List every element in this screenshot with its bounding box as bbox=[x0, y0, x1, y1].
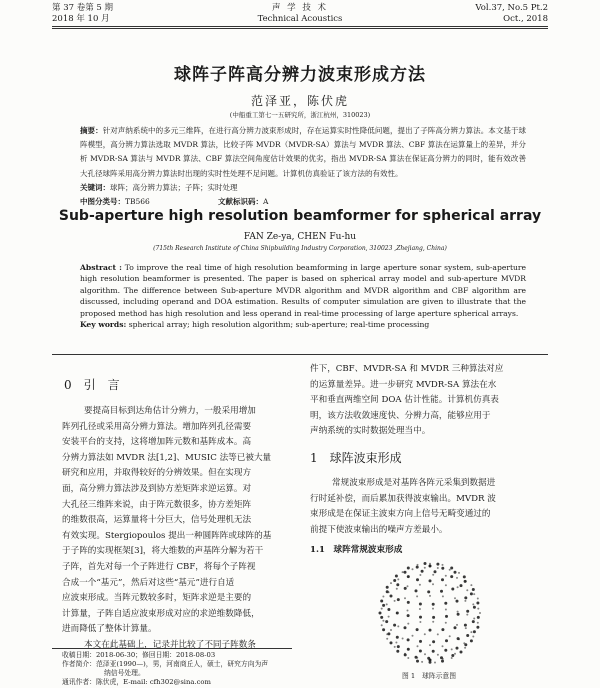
array-element-dot bbox=[457, 613, 460, 616]
array-element-dot bbox=[429, 579, 432, 582]
array-element-dot bbox=[473, 630, 476, 633]
array-element-dot bbox=[466, 589, 468, 591]
array-element-dot bbox=[450, 575, 453, 578]
array-element-dot bbox=[381, 624, 383, 626]
para-line: 进而降低了整体计算量。 bbox=[62, 624, 157, 635]
array-element-dot bbox=[454, 571, 457, 574]
header-rule bbox=[52, 26, 548, 27]
para-line: 大孔径三维阵来说，由于阵元数很多，协方差矩阵 bbox=[62, 499, 252, 510]
array-element-dot bbox=[464, 600, 466, 602]
array-element-dot bbox=[386, 586, 389, 589]
para-line: 的维数很高，运算量将十分巨大，信号处理机无法 bbox=[62, 515, 252, 526]
footnote-received: 收稿日期：2018-06-30；修回日期：2018-08-03 bbox=[62, 651, 216, 659]
array-element-dot bbox=[416, 595, 418, 597]
array-element-dot bbox=[444, 602, 447, 605]
array-element-dot bbox=[396, 588, 398, 590]
array-element-dot bbox=[444, 649, 447, 652]
array-element-dot bbox=[386, 638, 388, 640]
array-element-dot bbox=[464, 580, 467, 583]
page-title-cn: 球阵子阵高分辨力波束形成方法 bbox=[174, 65, 426, 85]
array-element-dot bbox=[416, 660, 419, 663]
clc-value: TB566 bbox=[125, 197, 150, 206]
array-element-dot bbox=[466, 610, 469, 613]
array-element-dot bbox=[477, 608, 479, 610]
array-element-dot bbox=[424, 633, 426, 635]
array-element-dot bbox=[432, 650, 435, 653]
para-line: 计算量，子阵自适应波束形成对应的求逆维数降低， bbox=[62, 608, 260, 619]
array-element-dot bbox=[429, 644, 431, 646]
array-element-dot bbox=[407, 614, 410, 617]
array-element-dot bbox=[441, 660, 444, 663]
array-element-dot bbox=[458, 572, 460, 574]
array-element-dot bbox=[397, 645, 400, 648]
array-element-dot bbox=[441, 567, 444, 570]
array-element-dot bbox=[396, 636, 399, 639]
array-element-dot bbox=[451, 588, 454, 591]
array-element-dot bbox=[404, 587, 407, 590]
para-line: 明，该方法收敛速度快、分辨力高，能够应用于 bbox=[310, 410, 491, 421]
keywords-en-label: Key words: bbox=[80, 320, 127, 330]
array-element-dot bbox=[464, 643, 467, 646]
para-line: 行时延补偿，而后累加获得波束输出。MVDR 波 bbox=[310, 493, 496, 504]
array-element-dot bbox=[432, 574, 434, 576]
array-element-dot bbox=[454, 597, 456, 599]
array-element-dot bbox=[424, 567, 426, 569]
array-element-dot bbox=[396, 583, 399, 586]
array-element-dot bbox=[477, 598, 479, 600]
array-element-dot bbox=[419, 650, 422, 653]
array-element-dot bbox=[432, 608, 434, 610]
array-element-dot bbox=[432, 621, 434, 623]
array-element-dot bbox=[404, 571, 407, 574]
section-beamforming-body bbox=[310, 476, 548, 538]
journal-name-en: Technical Acoustics bbox=[257, 14, 343, 24]
array-element-dot bbox=[437, 633, 439, 635]
array-element-dot bbox=[379, 612, 382, 615]
array-element-dot bbox=[429, 595, 431, 597]
array-element-dot bbox=[429, 629, 432, 632]
array-element-dot bbox=[432, 616, 435, 619]
array-element-dot bbox=[415, 589, 418, 592]
abstract-en-label: Abstract : bbox=[80, 263, 122, 272]
array-element-dot bbox=[407, 638, 410, 641]
array-element-dot bbox=[445, 575, 447, 577]
para-line: 声纳系统的实时数据处理当中。 bbox=[310, 426, 431, 437]
array-element-dot bbox=[387, 608, 390, 611]
array-element-dot bbox=[419, 608, 421, 610]
array-element-dot bbox=[440, 590, 443, 593]
array-element-dot bbox=[472, 636, 474, 638]
array-element-dot bbox=[396, 612, 399, 615]
subsection-heading: 1.1 球阵常规波束形成 bbox=[310, 545, 403, 555]
array-element-dot bbox=[382, 596, 384, 598]
array-element-dot bbox=[432, 640, 435, 643]
array-element-dot bbox=[450, 567, 453, 570]
array-element-dot bbox=[387, 632, 390, 635]
array-element-dot bbox=[479, 612, 481, 614]
array-element-dot bbox=[397, 578, 399, 580]
array-element-dot bbox=[466, 634, 469, 637]
array-element-dot bbox=[407, 610, 409, 612]
journal-volume-en: Vol.37, No.5 Pt.2 bbox=[475, 3, 548, 13]
array-element-dot bbox=[442, 564, 444, 566]
para-line: 面，高分辨力算法涉及到协方差矩阵求逆运算。对 bbox=[62, 483, 252, 494]
array-element-dot bbox=[417, 564, 419, 566]
clc-number bbox=[80, 196, 150, 207]
page-title-en: Sub-aperture high resolution beamformer for spherical array bbox=[58, 208, 542, 224]
array-element-dot bbox=[404, 597, 406, 599]
array-element-dot bbox=[460, 584, 463, 587]
array-element-dot bbox=[402, 638, 404, 640]
array-element-dot bbox=[470, 592, 473, 595]
clc-label: 中图分类号： bbox=[80, 197, 125, 206]
array-element-dot bbox=[445, 639, 448, 642]
array-element-dot bbox=[390, 582, 392, 584]
array-element-dot bbox=[440, 656, 443, 659]
para-line: 阵列孔径或采用高分辨力算法。增加阵列孔径需要 bbox=[62, 421, 252, 432]
array-element-dot bbox=[390, 641, 393, 644]
array-element-dot bbox=[419, 640, 422, 643]
array-element-dot bbox=[472, 603, 474, 605]
array-element-dot bbox=[407, 623, 409, 625]
affiliation-en: (715th Research Institute of China Shipbuilding Industry Corporation, 310023 ,Zhejiang, China) bbox=[153, 245, 447, 252]
array-element-dot bbox=[473, 618, 475, 620]
para-line: 平和垂直两维空间 DOA 估计性能。计算机仿真表 bbox=[310, 395, 499, 406]
footnote-corresponding: 通讯作者：陈伏虎，E-mail: cfh302@sina.com bbox=[62, 678, 211, 686]
footnote-author: 作者简介：范泽亚(1990—)，男，河南商丘人，硕士，研究方向为声 bbox=[62, 660, 269, 668]
para-line: 有效实现。Stergiopoulos 提出一种圆阵阵或球阵的基 bbox=[62, 530, 272, 541]
doc-code-value: A bbox=[263, 197, 269, 206]
affiliation-cn: (中船重工第七一五研究所，浙江杭州，310023) bbox=[229, 111, 371, 119]
array-element-dot bbox=[381, 608, 383, 610]
para-line: 的运算量差异。进一步研究 MVDR-SA 算法在水 bbox=[310, 379, 497, 390]
array-element-dot bbox=[404, 626, 407, 629]
array-element-dot bbox=[465, 627, 467, 629]
footnote-rule bbox=[52, 648, 292, 649]
array-element-dot bbox=[477, 622, 479, 624]
array-element-dot bbox=[476, 602, 479, 605]
array-element-dot bbox=[449, 635, 451, 637]
array-element-dot bbox=[470, 639, 473, 642]
array-element-dot bbox=[412, 568, 414, 570]
array-element-dot bbox=[419, 584, 421, 586]
abstract-en bbox=[80, 262, 526, 330]
para-line: 件下，CBF、MVDR-SA 和 MVDR 三种算法对应 bbox=[310, 364, 504, 374]
array-element-dot bbox=[454, 653, 456, 655]
array-element-dot bbox=[394, 600, 396, 602]
array-element-dot bbox=[396, 650, 399, 653]
array-element-dot bbox=[424, 562, 427, 565]
intro-continuation bbox=[310, 362, 548, 440]
array-element-dot bbox=[432, 603, 435, 606]
array-element-dot bbox=[437, 654, 439, 656]
array-element-dot bbox=[386, 603, 388, 605]
array-element-dot bbox=[407, 585, 409, 587]
array-element-dot bbox=[473, 593, 475, 595]
array-element-dot bbox=[380, 616, 383, 619]
array-pole-dot bbox=[429, 659, 432, 662]
array-element-dot bbox=[407, 657, 409, 659]
array-element-dot bbox=[407, 601, 410, 604]
keywords-cn-text: 球阵；高分辨力算法；子阵；实时处理 bbox=[110, 183, 238, 192]
array-element-dot bbox=[436, 563, 439, 566]
para-line: 分辨力算法如 MVDR 法[1,2]、MUSIC 法等已被大量 bbox=[62, 452, 272, 463]
para-line: 子阵，首先对每一个子阵进行 CBF，将每个子阵视 bbox=[62, 561, 256, 572]
array-element-dot bbox=[394, 646, 396, 648]
array-element-dot bbox=[395, 575, 398, 578]
array-element-dot bbox=[470, 584, 472, 586]
array-element-dot bbox=[421, 570, 424, 573]
section-heading-beamforming: 1 球阵波束形成 bbox=[310, 451, 402, 465]
array-element-dot bbox=[457, 586, 459, 588]
array-element-dot bbox=[470, 631, 472, 633]
array-element-dot bbox=[390, 595, 393, 598]
authors-cn: 范泽亚，陈伏虎 bbox=[250, 94, 349, 108]
abstract-cn-label: 摘要： bbox=[80, 126, 103, 135]
array-element-dot bbox=[457, 611, 459, 613]
array-element-dot bbox=[404, 653, 407, 656]
journal-date-en: Oct., 2018 bbox=[503, 14, 548, 24]
abstract-en-text: To improve the real time of high resolution beamforming in large aperture sonar system, sub-aperture high resolution beamformer is presented. The paper is based on spherical array model and sub-aperture MVDR algorithm. The difference between Sub-aperture MVDR algorithm and MVDR algorithm and CBF algorithm are discussed, including operand and DOA estimation. Results of computer simulation are given to illustrate that the proposed method has high resolution and less operand in real-time processing of large aperture spherical arrays. bbox=[80, 263, 527, 318]
array-pole-dot bbox=[429, 565, 432, 568]
journal-volume: 第 37 卷第 5 期 bbox=[52, 3, 114, 13]
array-element-dot bbox=[451, 657, 453, 659]
array-element-dot bbox=[407, 567, 410, 570]
array-element-dot bbox=[417, 645, 419, 647]
array-element-dot bbox=[412, 635, 414, 637]
para-line: 于子阵的实现框架[3]，将大维数的声基阵分解为若干 bbox=[62, 546, 264, 557]
array-element-dot bbox=[473, 606, 476, 609]
array-element-dot bbox=[451, 654, 454, 657]
authors-en: FAN Ze-ya, CHEN Fu-hu bbox=[243, 232, 357, 242]
para-line: 要提高目标到达角估计分辨力，一般采用增加 bbox=[84, 406, 256, 416]
array-element-dot bbox=[477, 616, 480, 619]
array-element-dot bbox=[441, 628, 444, 631]
array-element-dot bbox=[380, 600, 383, 603]
array-element-dot bbox=[445, 584, 447, 586]
para-line: 研究和应用，并取得较好的分辨效果。但在实现方 bbox=[62, 468, 252, 479]
abstract-divider bbox=[52, 354, 548, 355]
array-element-dot bbox=[472, 620, 475, 623]
array-element-dot bbox=[464, 647, 466, 649]
para-line: 合成一个“基元”，然后对这些“基元”进行自适 bbox=[62, 577, 235, 588]
keywords-cn bbox=[80, 182, 238, 193]
array-element-dot bbox=[464, 596, 467, 599]
para-line: 常规波束形成是对基阵各阵元采集到数据进 bbox=[332, 478, 496, 488]
header-rule-2 bbox=[52, 28, 548, 29]
array-element-dot bbox=[463, 575, 466, 578]
array-element-dot bbox=[382, 620, 384, 622]
array-element-dot bbox=[407, 648, 410, 651]
array-element-dot bbox=[460, 651, 463, 654]
array-element-dot bbox=[437, 567, 439, 569]
array-element-dot bbox=[442, 645, 444, 647]
array-element-dot bbox=[407, 575, 410, 578]
journal-date: 2018 年 10 月 bbox=[52, 14, 110, 24]
array-element-dot bbox=[386, 590, 389, 593]
array-element-dot bbox=[434, 662, 436, 664]
array-element-dot bbox=[397, 625, 399, 627]
array-element-dot bbox=[393, 579, 396, 582]
array-element-dot bbox=[419, 603, 422, 606]
array-element-dot bbox=[432, 583, 434, 585]
doc-code-label: 文献标识码： bbox=[218, 197, 263, 206]
array-element-dot bbox=[466, 614, 468, 616]
journal-name-cn: 声 学 技 术 bbox=[271, 3, 329, 13]
array-element-dot bbox=[451, 648, 453, 650]
array-element-dot bbox=[454, 626, 457, 629]
keywords-en-text: spherical array; high resolution algorithm; sub-aperture; real-time processing bbox=[128, 320, 430, 330]
spherical-array-figure bbox=[365, 555, 495, 673]
array-element-dot bbox=[397, 598, 400, 601]
footnote-author-cont: 纳信号处理。 bbox=[104, 669, 145, 677]
array-element-dot bbox=[445, 615, 448, 618]
keywords-cn-label: 关键词： bbox=[80, 183, 110, 192]
para-line: 安装平台的支持，这将增加阵元数和基阵成本。高 bbox=[62, 437, 252, 448]
array-element-dot bbox=[416, 578, 419, 581]
array-element-dot bbox=[382, 628, 385, 631]
array-element-dot bbox=[393, 624, 396, 627]
para-line: 应波束形成。当阵元数较多时，矩阵求逆是主要的 bbox=[62, 593, 252, 604]
array-element-dot bbox=[456, 577, 458, 579]
array-element-dot bbox=[419, 616, 422, 619]
section-introduction-body bbox=[62, 404, 298, 654]
document-code bbox=[218, 196, 268, 207]
array-element-dot bbox=[464, 624, 467, 627]
array-element-dot bbox=[390, 629, 392, 631]
array-element-dot bbox=[382, 604, 385, 607]
array-element-dot bbox=[421, 661, 423, 663]
array-element-dot bbox=[427, 590, 430, 593]
array-element-dot bbox=[395, 642, 397, 644]
figure-caption: 图 1 球阵示意图 bbox=[401, 672, 457, 680]
para-line: 束形成是在保证主波束方向上信号无畸变通过的 bbox=[310, 509, 491, 520]
array-element-dot bbox=[388, 616, 390, 618]
array-element-dot bbox=[449, 569, 451, 571]
array-element-dot bbox=[441, 578, 444, 581]
array-element-dot bbox=[424, 653, 426, 655]
array-element-dot bbox=[442, 595, 444, 597]
array-element-dot bbox=[445, 609, 447, 611]
array-element-dot bbox=[416, 628, 419, 631]
array-element-dot bbox=[456, 600, 459, 603]
array-element-dot bbox=[416, 566, 419, 569]
array-element-dot bbox=[445, 622, 447, 624]
array-element-dot bbox=[415, 656, 418, 659]
array-element-dot bbox=[434, 570, 437, 573]
array-element-dot bbox=[456, 647, 459, 650]
abstract-cn-text: 针对声纳系统中的多元三维阵，在进行高分辨力波束形成时，存在运算实时性降低问题，提出了子阵高分辨力算法。本文基于球阵模型，高分辨力算法选取 MVDR 算法，比较子阵 MVDR（MVDR-SA）算法与 MVDR 算法、CBF 算法在运算量上的差异，并分析 MVDR-SA 算法与 MVDR 算法、CBF 算法空间角度估计效果的优劣，指出 MVDR-SA 算法在保证高分辨力的同时，能有效改善大孔径球阵采用高分辨力算法时出现的实时性处理不足问题。计算机仿真验证了该方法的有效性。 bbox=[80, 126, 527, 178]
para-line: 前提下使波束输出的噪声方差最小。 bbox=[310, 524, 448, 535]
array-element-dot bbox=[419, 621, 421, 623]
array-element-dot bbox=[457, 637, 460, 640]
array-element-dot bbox=[402, 571, 404, 573]
array-element-dot bbox=[385, 620, 388, 623]
array-element-dot bbox=[456, 624, 458, 626]
array-element-dot bbox=[472, 588, 475, 591]
array-element-dot bbox=[419, 574, 421, 576]
array-element-dot bbox=[476, 626, 479, 629]
abstract-cn bbox=[80, 124, 526, 181]
section-heading-introduction: 0 引 言 bbox=[64, 378, 120, 392]
para-line: 本文在此基础上，记录并比较了不同子阵数条 bbox=[84, 639, 256, 650]
